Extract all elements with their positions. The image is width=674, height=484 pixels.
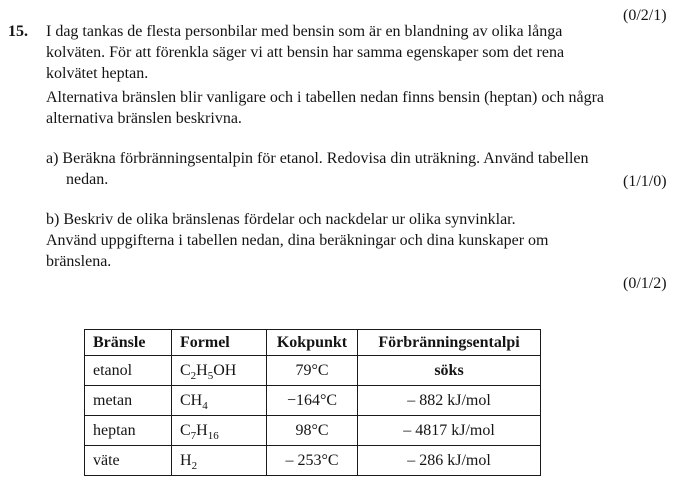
part-b-line-1: b) Beskriv de olika bränslenas fördelar och nackdelar ur olika synvinklar. bbox=[46, 211, 516, 228]
fuel-formula: $H_2$ bbox=[172, 446, 267, 476]
intro-line-1: I dag tankas de flesta personbilar med bensin som är en blandning av olika långa bbox=[46, 23, 563, 40]
table-header-row bbox=[85, 330, 541, 356]
fuel-formula: $CH_4$ bbox=[172, 386, 267, 416]
part-b-line-3: bränslena. bbox=[46, 253, 112, 270]
part-a-score: (1/1/0) bbox=[623, 173, 667, 190]
part-a-line-2: nedan. bbox=[66, 171, 109, 188]
fuel-boiling-point: – 253°C bbox=[267, 446, 358, 476]
intro-line-4: Alternativa bränslen blir vanligare och i tabellen nedan finns bensin (heptan) och några bbox=[46, 89, 605, 106]
header-fuel: Bränsle bbox=[85, 330, 172, 356]
fuel-name: metan bbox=[85, 386, 172, 416]
fuel-formula: $C_7H_{16}$ bbox=[172, 416, 267, 446]
fuel-boiling-point: −164°C bbox=[267, 386, 358, 416]
table-row bbox=[85, 356, 541, 386]
header-combustion-enthalpy: Förbränningsentalpi bbox=[358, 330, 541, 356]
question-number: 15. bbox=[8, 23, 28, 40]
fuel-boiling-point: 79°C bbox=[267, 356, 358, 386]
table-row bbox=[85, 446, 541, 476]
fuel-name: heptan bbox=[85, 416, 172, 446]
fuel-enthalpy: söks bbox=[358, 356, 541, 386]
score-top: (0/2/1) bbox=[623, 7, 667, 24]
intro-line-2: kolväten. För att förenkla säger vi att bensin har samma egenskaper som det rena bbox=[46, 44, 565, 61]
fuel-name: etanol bbox=[85, 356, 172, 386]
fuel-enthalpy: – 286 kJ/mol bbox=[358, 446, 541, 476]
header-formula: Formel bbox=[172, 330, 267, 356]
fuel-table bbox=[84, 329, 541, 476]
part-b-line-2: Använd uppgifterna i tabellen nedan, dina beräkningar och dina kunskaper om bbox=[46, 232, 549, 249]
table-row bbox=[85, 386, 541, 416]
part-b-score: (0/1/2) bbox=[623, 275, 667, 292]
fuel-formula: $C_2H_5OH$ bbox=[172, 356, 267, 386]
intro-line-3: kolvätet heptan. bbox=[46, 65, 149, 82]
intro-line-5: alternativa bränslen beskrivna. bbox=[46, 110, 242, 127]
fuel-enthalpy: – 4817 kJ/mol bbox=[358, 416, 541, 446]
header-boiling-point: Kokpunkt bbox=[267, 330, 358, 356]
fuel-boiling-point: 98°C bbox=[267, 416, 358, 446]
part-a-line-1: a) Beräkna förbränningsentalpin för etanol. Redovisa din uträkning. Använd tabellen bbox=[46, 150, 589, 167]
fuel-name: väte bbox=[85, 446, 172, 476]
table-row bbox=[85, 416, 541, 446]
fuel-enthalpy: – 882 kJ/mol bbox=[358, 386, 541, 416]
